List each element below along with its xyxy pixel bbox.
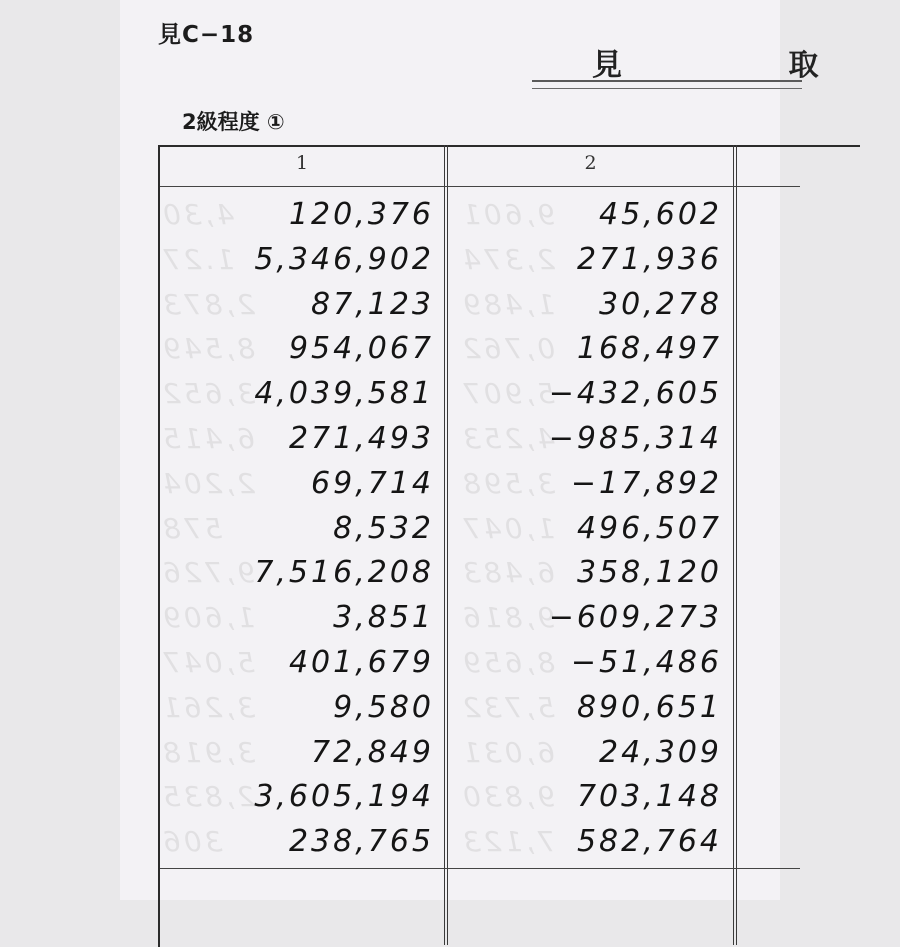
show-through-text: 9,601 2,374 1,489 0,762 5,907 4,253 3,598 1,047 6,483 9,816 8,659 5,732 6,031 9,830 7,123 xyxy=(460,198,556,859)
cell: 271,936 xyxy=(576,241,722,277)
cell: 496,507 xyxy=(576,510,722,546)
column-2-values xyxy=(460,193,722,865)
header-rule xyxy=(160,186,800,187)
cell: 401,679 xyxy=(288,644,434,680)
cell: 87,123 xyxy=(311,286,434,322)
cell: −51,486 xyxy=(570,644,722,680)
cell: 271,493 xyxy=(288,420,434,456)
cell: −609,273 xyxy=(548,600,722,636)
cell: 8,532 xyxy=(333,510,434,546)
cell: 238,765 xyxy=(288,824,434,860)
cell: 582,764 xyxy=(576,824,722,860)
cell: 890,651 xyxy=(576,689,722,725)
cell: −432,605 xyxy=(548,376,722,412)
cell: −985,314 xyxy=(548,420,722,456)
cell: 9,580 xyxy=(333,689,434,725)
column-1-values xyxy=(180,193,434,865)
cell: 703,148 xyxy=(576,779,722,815)
cell: 168,497 xyxy=(576,331,722,367)
worksheet-title: 見 取 xyxy=(592,48,897,83)
column-divider xyxy=(736,145,737,945)
worksheet-code: 見C−18 xyxy=(158,22,255,48)
cell: 7,516,208 xyxy=(254,555,434,591)
column-divider xyxy=(733,145,734,945)
cell: −17,892 xyxy=(570,465,722,501)
title-underline xyxy=(532,80,802,89)
cell: 3,851 xyxy=(333,600,434,636)
cell: 4,039,581 xyxy=(254,376,434,412)
column-divider xyxy=(444,145,445,945)
show-through-text: 4,30 1.27 2,873 8,549 3,652 6,415 2,204 578 9,726 1,609 5,047 3,261 3,918 2,835 306 xyxy=(160,198,256,859)
cell: 954,067 xyxy=(288,331,434,367)
column-header-2: 2 xyxy=(584,152,597,174)
worksheet-page xyxy=(120,0,897,900)
grade-label: 2級程度 ① xyxy=(182,110,285,134)
cell: 3,605,194 xyxy=(254,779,434,815)
cell: 24,309 xyxy=(599,734,722,770)
column-divider xyxy=(447,145,448,945)
cell: 45,602 xyxy=(599,197,722,232)
column-header-1: 1 xyxy=(295,152,309,174)
total-rule xyxy=(160,868,800,869)
cell: 5,346,902 xyxy=(254,241,434,277)
cell: 120,376 xyxy=(288,197,434,232)
cell: 69,714 xyxy=(311,465,434,501)
cell: 358,120 xyxy=(576,555,722,591)
cell: 30,278 xyxy=(599,286,722,322)
cell: 72,849 xyxy=(311,734,434,770)
